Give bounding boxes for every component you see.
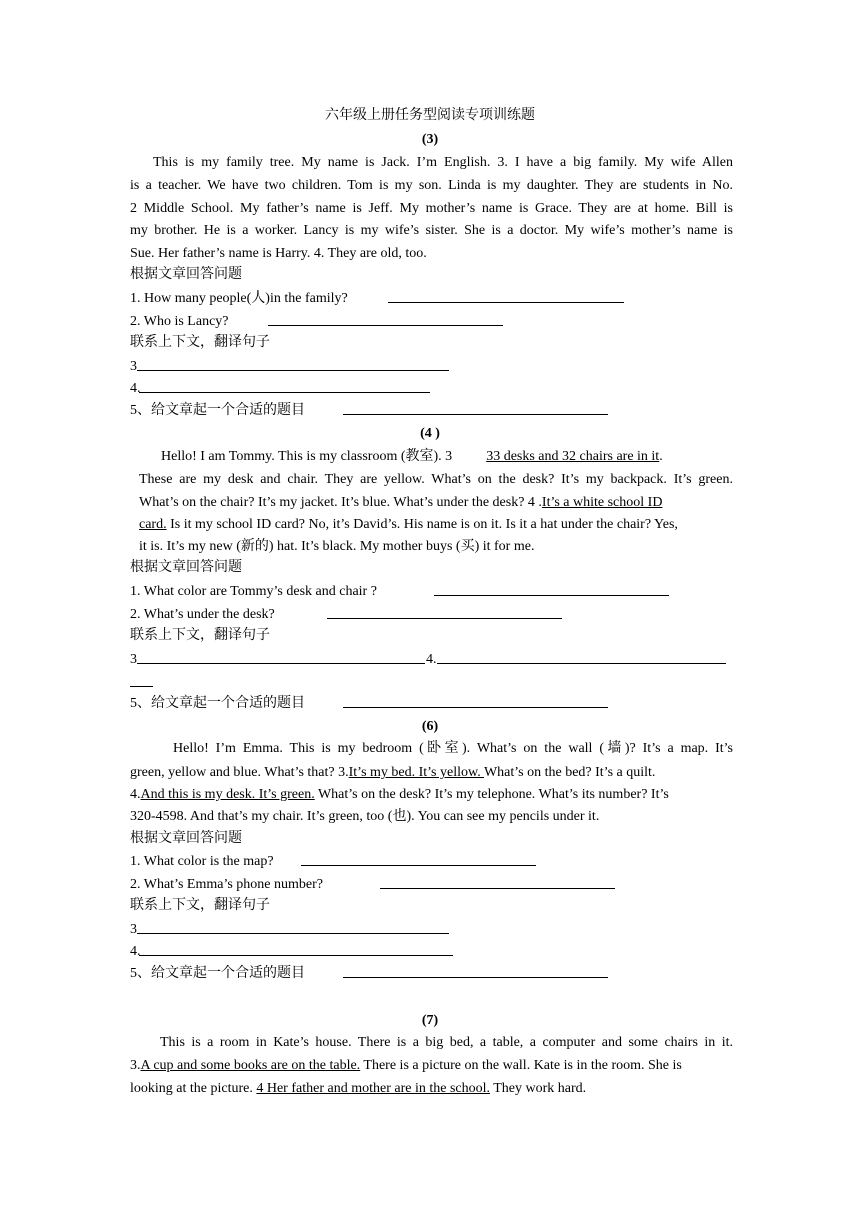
instruction-answer: 根据文章回答问题 <box>130 560 242 575</box>
section-heading: (6) <box>421 719 439 734</box>
answer-blank[interactable] <box>137 355 449 371</box>
answer-blank[interactable] <box>343 692 608 708</box>
underlined-sentence: 4 Her father and mother are in the school. <box>256 1081 490 1096</box>
answer-blank[interactable] <box>434 580 669 596</box>
passage-text: 3. <box>130 1058 141 1073</box>
passage-text: There is a picture on the wall. Kate is in the room. She is <box>360 1058 682 1073</box>
answer-blank[interactable] <box>137 918 449 934</box>
instruction-translate: 联系上下文，翻译句子 <box>130 335 270 350</box>
question: 1. What color are Tommy’s desk and chair ? <box>130 584 377 599</box>
passage-text: looking at the picture. <box>130 1081 257 1096</box>
answer-blank[interactable] <box>301 850 536 866</box>
translate-number: 3 <box>130 359 137 374</box>
section-heading: (4 ) <box>420 426 440 441</box>
question: 2. Who is Lancy? <box>130 314 229 329</box>
underlined-sentence: 33 desks and 32 chairs are in it <box>486 449 660 464</box>
answer-blank[interactable] <box>137 648 425 664</box>
passage-text: . <box>659 449 663 464</box>
translate-number: 3 <box>130 922 137 937</box>
translate-number: 4. <box>426 652 437 667</box>
underlined-sentence: And this is my desk. It’s green. <box>140 787 315 802</box>
passage-line: Hello! I’m Emma. This is my bedroom (卧室). What’s on the wall (墙)? It’s a map. It’s <box>173 741 733 756</box>
underlined-sentence: It’s a white school ID <box>541 495 663 510</box>
title-question: 5、给文章起一个合适的题目 <box>130 696 305 711</box>
passage-text: 4. <box>130 787 141 802</box>
instruction-translate: 联系上下文，翻译句子 <box>130 628 270 643</box>
underlined-sentence: card. <box>139 517 167 532</box>
passage-text: Hello! I am Tommy. This is my classroom (教室). 3 <box>161 449 453 464</box>
passage-text: What’s on the chair? It’s my jacket. It’s blue. What’s under the desk? 4 . <box>139 495 542 510</box>
answer-blank[interactable] <box>327 603 562 619</box>
passage-line: This is a room in Kate’s house. There is a big bed, a table, a computer and some chairs in it. <box>160 1035 733 1050</box>
question: 2. What’s under the desk? <box>130 607 275 622</box>
section-heading: (7) <box>421 1013 439 1028</box>
instruction-translate: 联系上下文，翻译句子 <box>130 898 270 913</box>
section-heading: (3) <box>421 132 439 147</box>
translate-number: 3 <box>130 652 137 667</box>
answer-blank[interactable] <box>343 962 608 978</box>
passage-text: Is it my school ID card? No, it’s David’s. His name is on it. Is it a hat under the chair? Yes, <box>166 517 678 532</box>
page-title: 六年级上册任务型阅读专项训练题 <box>325 108 535 123</box>
answer-blank[interactable] <box>268 310 503 326</box>
passage-line: 2 Middle School. My father’s name is Jeff. My mother’s name is Grace. They are at home. Bill is <box>130 201 733 216</box>
passage-line: is a teacher. We have two children. Tom is my son. Linda is my daughter. They are students in No. <box>130 178 733 193</box>
passage-text: green, yellow and blue. What’s that? 3. <box>130 765 349 780</box>
answer-blank[interactable] <box>380 873 615 889</box>
question: 2. What’s Emma’s phone number? <box>130 877 323 892</box>
translate-number: 4. <box>130 381 141 396</box>
underlined-sentence: It’s my bed. It’s yellow. <box>348 765 484 780</box>
answer-blank[interactable] <box>437 648 726 664</box>
title-question: 5、给文章起一个合适的题目 <box>130 966 305 981</box>
passage-line: This is my family tree. My name is Jack. I’m English. 3. I have a big family. My wife Allen <box>153 155 733 170</box>
title-question: 5、给文章起一个合适的题目 <box>130 403 305 418</box>
passage-line: Sue. Her father’s name is Harry. 4. They are old, too. <box>130 246 427 261</box>
question: 1. How many people(人)in the family? <box>130 291 348 306</box>
answer-blank[interactable] <box>388 287 624 303</box>
answer-blank[interactable] <box>139 940 453 956</box>
instruction-answer: 根据文章回答问题 <box>130 831 242 846</box>
answer-blank[interactable] <box>139 377 430 393</box>
answer-blank[interactable] <box>343 399 608 415</box>
passage-line: 320-4598. And that’s my chair. It’s green, too (也). You can see my pencils under it. <box>130 809 600 824</box>
passage-line: These are my desk and chair. They are yellow. What’s on the desk? It’s my backpack. It’s green. <box>139 472 733 487</box>
answer-blank[interactable] <box>130 671 153 687</box>
passage-line: it is. It’s my new (新的) hat. It’s black. My mother buys (买) it for me. <box>139 539 535 554</box>
instruction-answer: 根据文章回答问题 <box>130 267 242 282</box>
translate-number: 4. <box>130 944 141 959</box>
passage-line: my brother. He is a worker. Lancy is my wife’s sister. She is a doctor. My wife’s mother’s name is <box>130 223 733 238</box>
underlined-sentence: A cup and some books are on the table. <box>140 1058 361 1073</box>
passage-text: What’s on the desk? It’s my telephone. What’s its number? It’s <box>314 787 669 802</box>
question: 1. What color is the map? <box>130 854 274 869</box>
passage-text: They work hard. <box>490 1081 587 1096</box>
passage-text: What’s on the bed? It’s a quilt. <box>483 765 656 780</box>
